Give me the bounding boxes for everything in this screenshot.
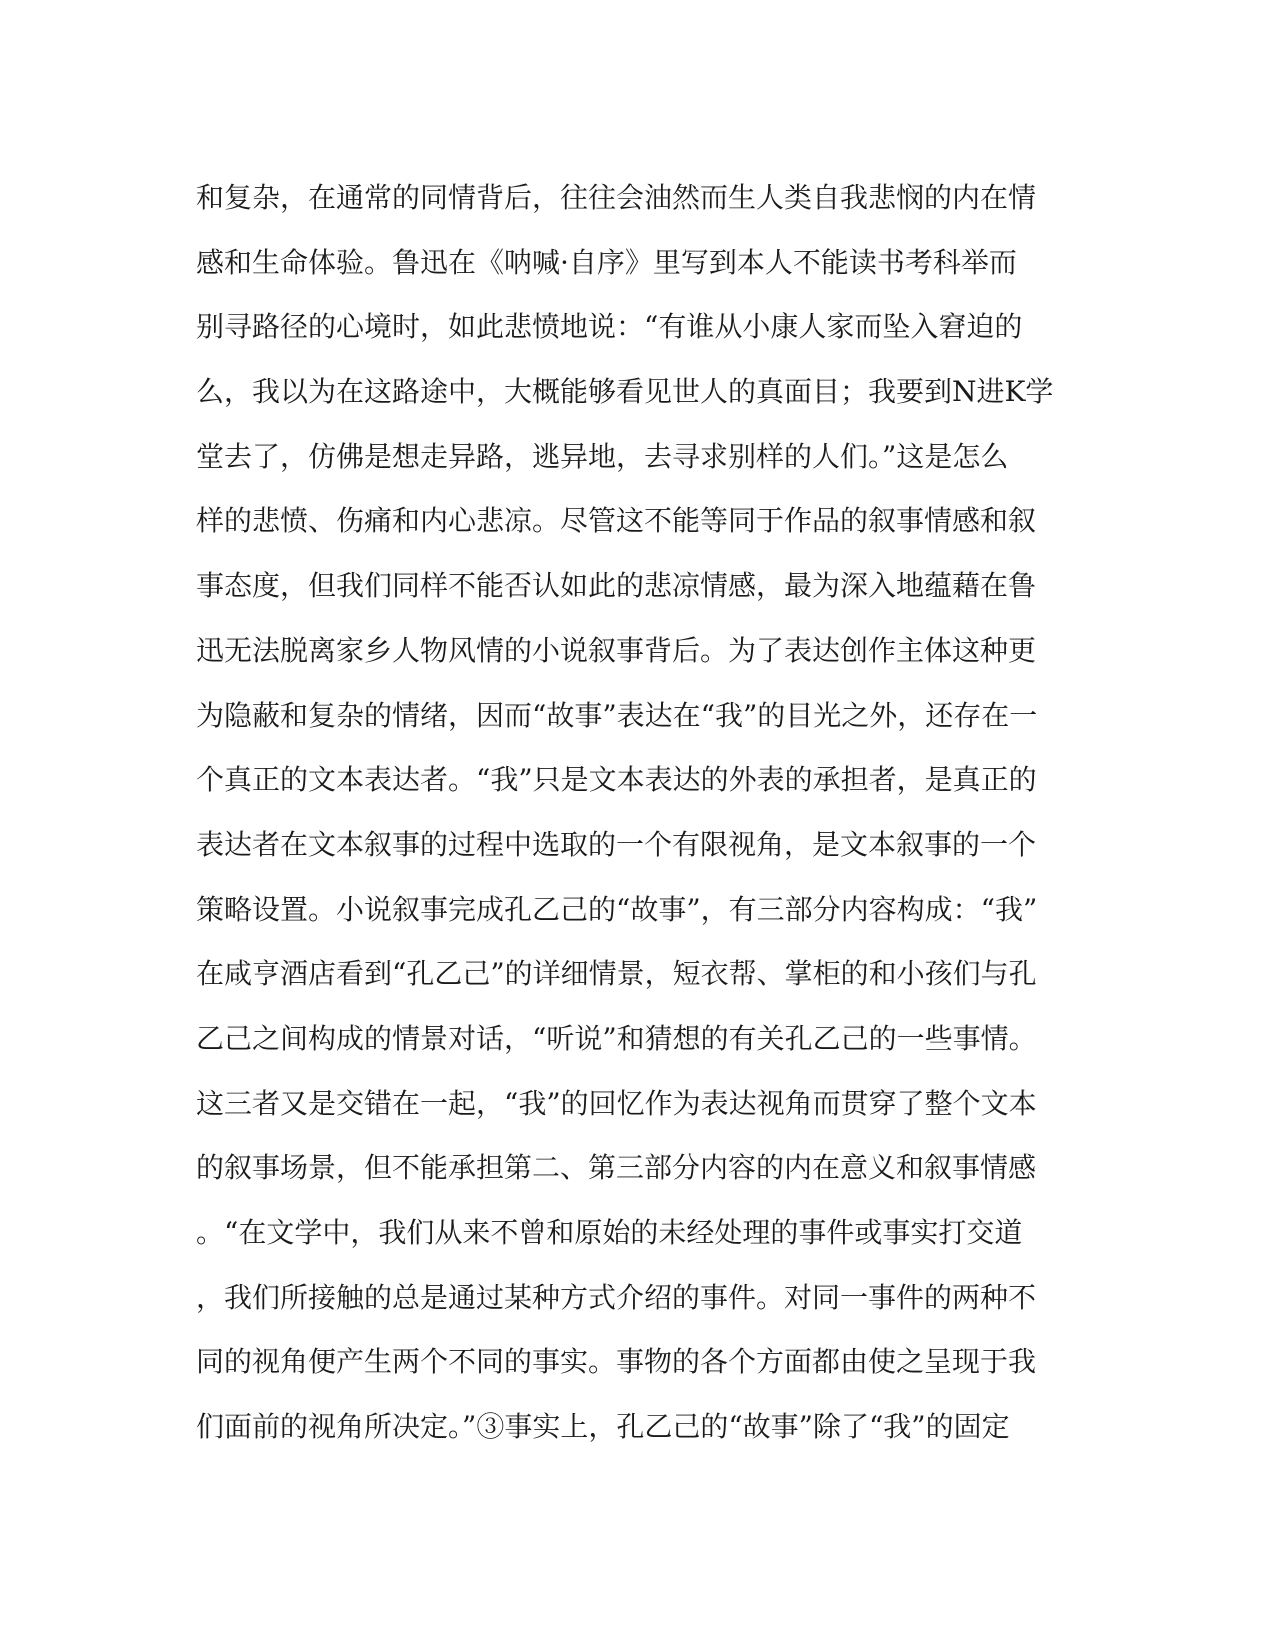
text-line: 事态度，但我们同样不能否认如此的悲凉情感，最为深入地蕴藉在鲁 xyxy=(196,569,1037,603)
text-line: 策略设置。小说叙事完成孔乙己的“故事”，有三部分内容构成：“我” xyxy=(196,892,1038,926)
text-line: 样的悲愤、伤痛和内心悲凉。尽管这不能等同于作品的叙事情感和叙 xyxy=(196,504,1037,538)
text-line: 这三者又是交错在一起，“我”的回忆作为表达视角而贯穿了整个文本 xyxy=(196,1086,1037,1120)
text-line: 迅无法脱离家乡人物风情的小说叙事背后。为了表达创作主体这种更 xyxy=(196,633,1037,667)
text-line: 感和生命体验。鲁迅在《呐喊·自序》里写到本人不能读书考科举而 xyxy=(196,245,1017,279)
text-line: 在咸亨酒店看到“孔乙己”的详细情景，短衣帮、掌柜的和小孩们与孔 xyxy=(196,957,1037,991)
text-line: 和复杂，在通常的同情背后，往往会油然而生人类自我悲悯的内在情 xyxy=(196,181,1037,214)
text-line: 么，我以为在这路途中，大概能够看见世人的真面目；我要到N进K学 xyxy=(196,375,1054,409)
text-line: 的叙事场景，但不能承担第二、第三部分内容的内在意义和叙事情感 xyxy=(196,1151,1037,1185)
text-line: 同的视角便产生两个不同的事实。事物的各个方面都由使之呈现于我 xyxy=(196,1345,1037,1379)
text-line: 堂去了，仿佛是想走异路，逃异地，去寻求别样的人们。”这是怎么 xyxy=(196,439,1009,473)
text-line: ，我们所接触的总是通过某种方式介绍的事件。对同一事件的两种不 xyxy=(196,1280,1037,1314)
text-line: 们面前的视角所决定。”③事实上，孔乙己的“故事”除了“我”的固定 xyxy=(196,1410,1010,1444)
text-line: 。“在文学中，我们从来不曾和原始的未经处理的事件或事实打交道 xyxy=(196,1216,1023,1249)
text-line: 为隐蔽和复杂的情绪，因而“故事”表达在“我”的目光之外，还存在一 xyxy=(196,698,1038,732)
body-text xyxy=(196,166,1076,1460)
text-line: 表达者在文本叙事的过程中选取的一个有限视角，是文本叙事的一个 xyxy=(196,827,1037,861)
text-line: 个真正的文本表达者。“我”只是文本表达的外表的承担者，是真正的 xyxy=(196,763,1037,797)
text-line: 别寻路径的心境时，如此悲愤地说：“有谁从小康人家而坠入窘迫的 xyxy=(196,310,1023,344)
text-line: 乙己之间构成的情景对话，“听说”和猜想的有关孔乙己的一些事情。 xyxy=(196,1021,1037,1055)
